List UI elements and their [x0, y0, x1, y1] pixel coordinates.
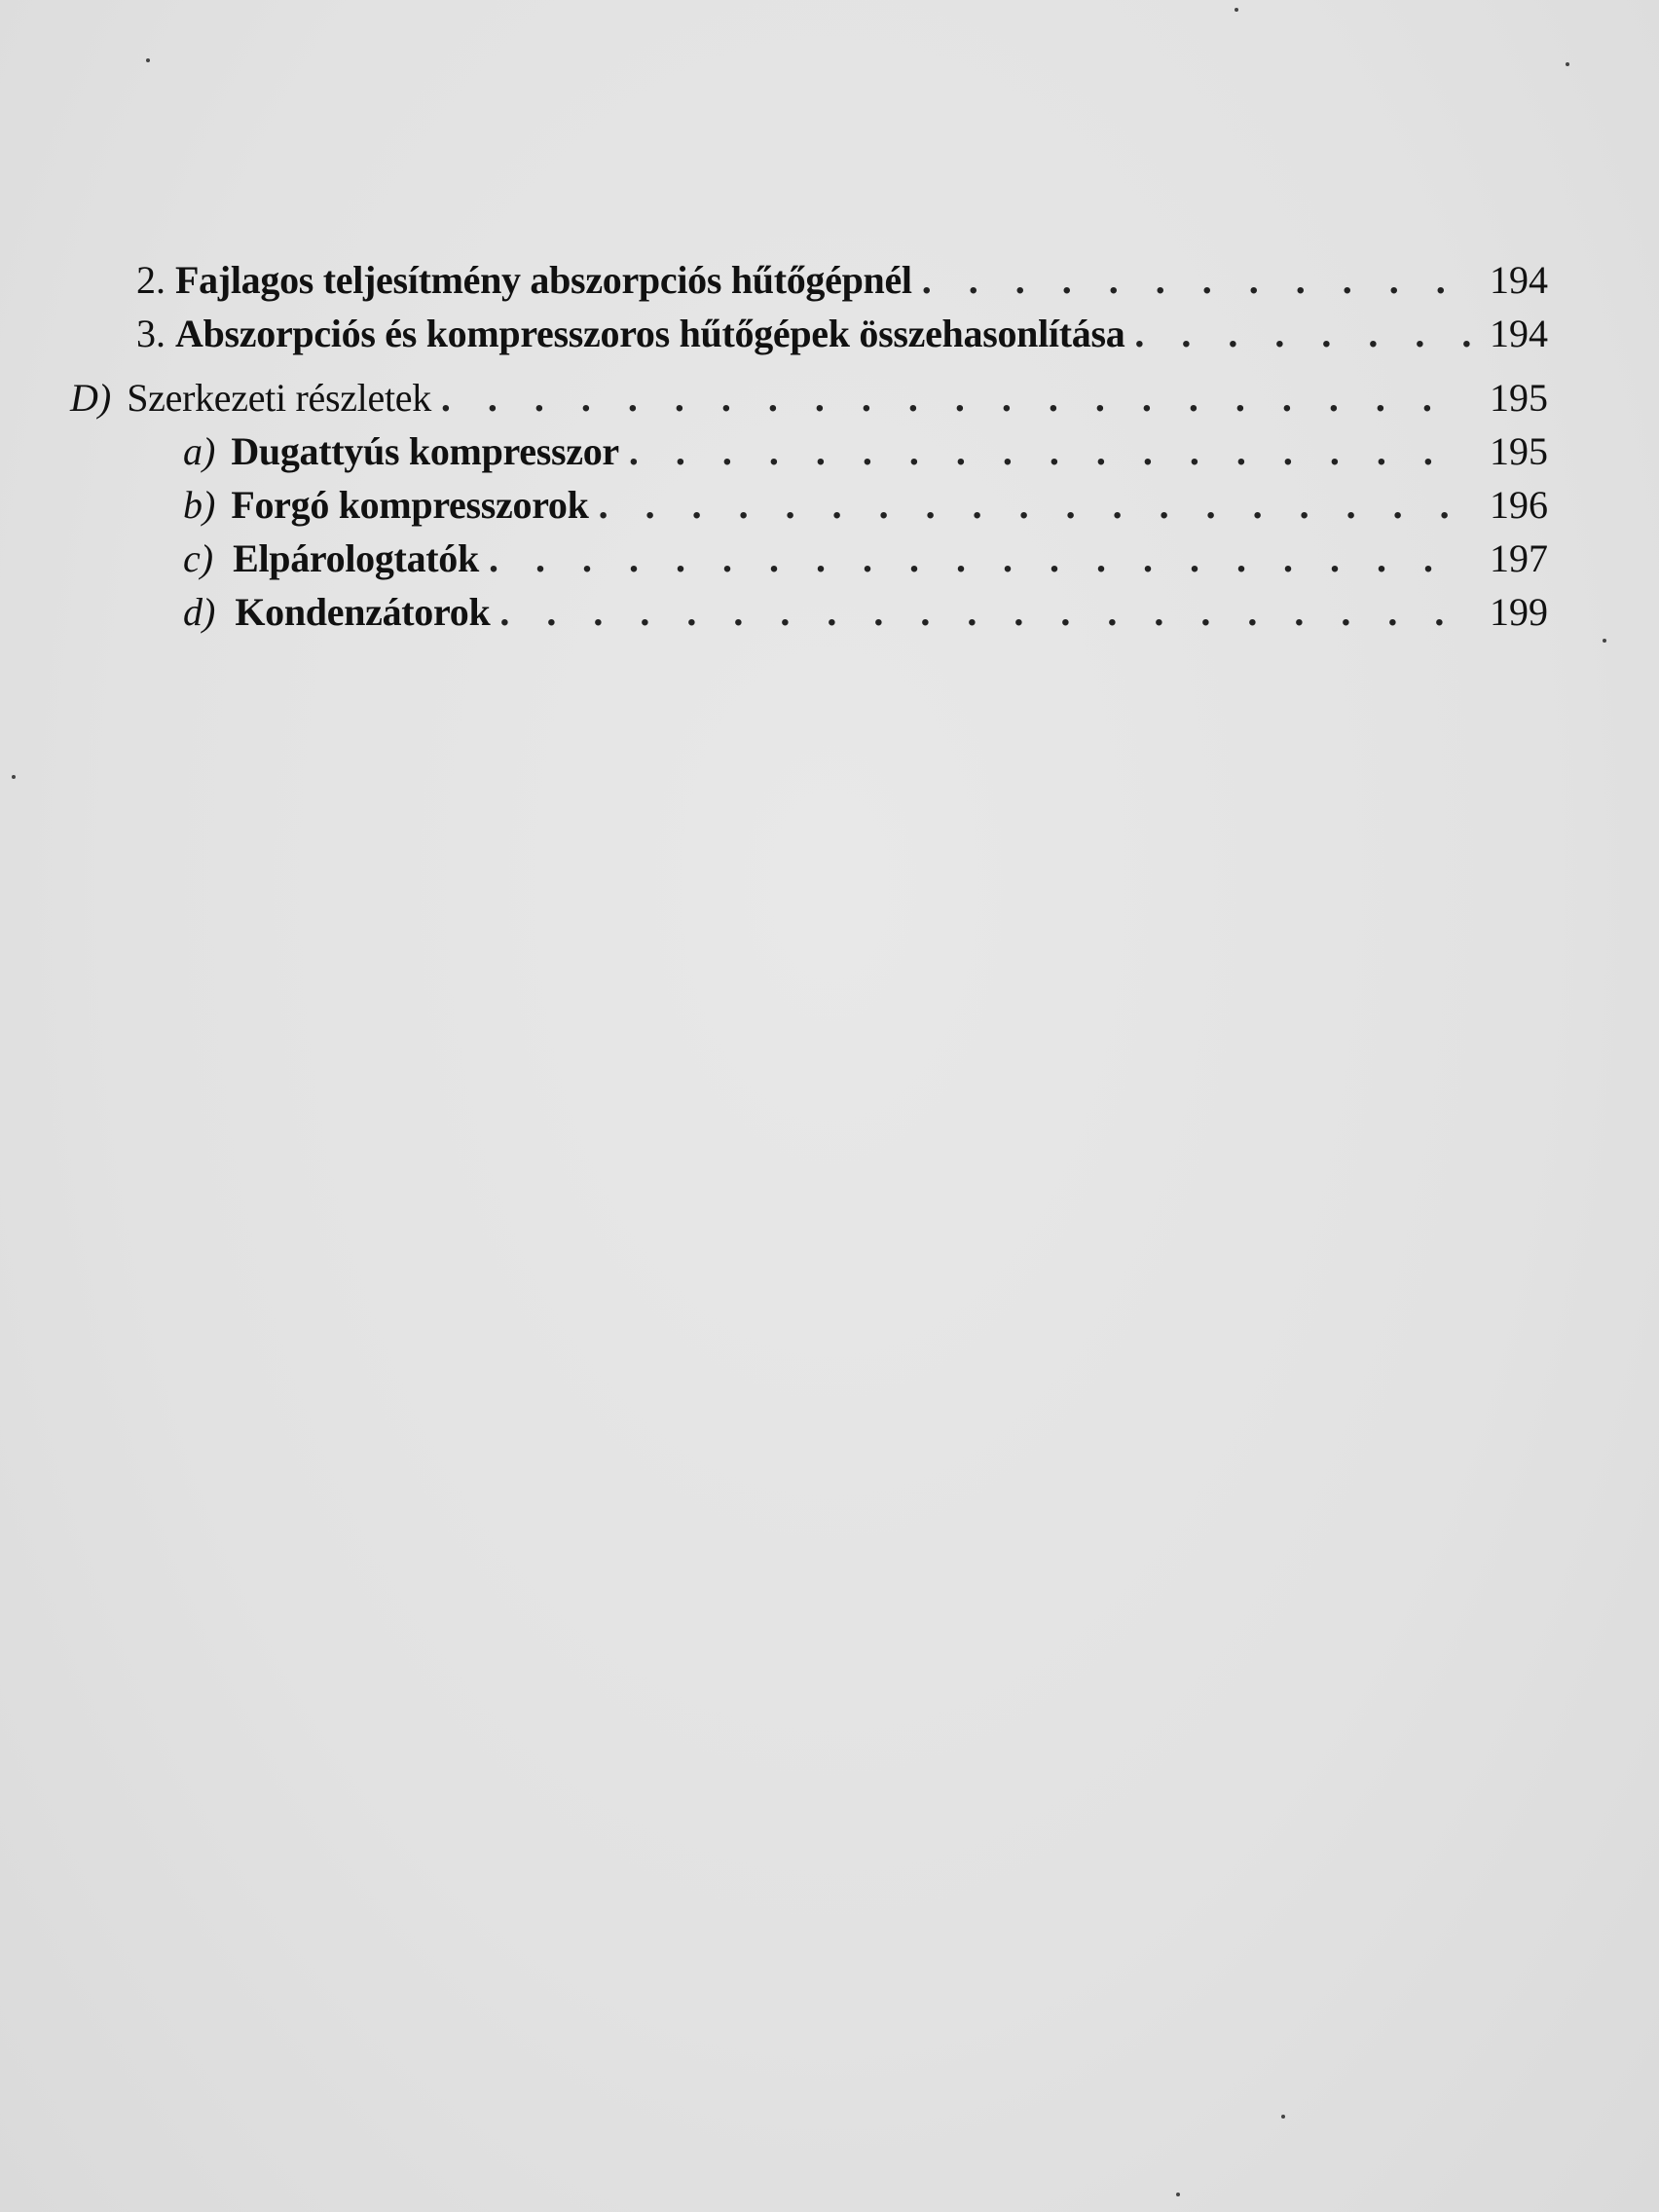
toc-entry [183, 424, 1548, 479]
toc-entry-page: 197 [1490, 536, 1548, 580]
dot-leader [1134, 307, 1470, 361]
dot-leader [441, 371, 1470, 425]
toc-entry-page: 194 [1490, 312, 1548, 355]
dot-leader [499, 585, 1470, 640]
toc-entry-title: Dugattyús kompresszor [231, 429, 619, 473]
toc-subsection-marker: b) [183, 483, 216, 527]
toc-entry [183, 478, 1548, 533]
toc-subsection-marker: c) [183, 536, 214, 580]
toc-entry [136, 253, 1548, 308]
toc-entry-title: Szerkezeti részletek [127, 376, 431, 420]
toc-entry-number: 3. [136, 312, 166, 355]
toc-entry-title: Elpárologtatók [233, 536, 479, 580]
toc-entry-number: 2. [136, 258, 166, 302]
dust-speck [1566, 62, 1569, 66]
toc-entry [183, 585, 1548, 640]
toc-subsection-marker: d) [183, 590, 216, 634]
toc-entry-page: 195 [1490, 429, 1548, 473]
dust-speck [12, 775, 16, 779]
dot-leader [922, 253, 1470, 308]
dust-speck [1281, 2115, 1285, 2119]
toc-entry-page: 196 [1490, 483, 1548, 527]
toc-entry-page: 195 [1490, 376, 1548, 420]
toc-entry [183, 532, 1548, 586]
dot-leader [599, 478, 1470, 533]
dot-leader [629, 424, 1470, 479]
toc-entry [136, 307, 1548, 361]
toc-entry-title: Forgó kompresszorok [231, 483, 589, 527]
dot-leader [489, 532, 1470, 586]
dust-speck [146, 58, 150, 62]
dust-speck [1235, 8, 1238, 12]
dust-speck [1603, 639, 1606, 643]
toc-entry-title: Fajlagos teljesítmény abszorpciós hűtőgépnél [175, 258, 912, 302]
toc-section-marker: D) [70, 376, 112, 420]
toc-entry-page: 199 [1490, 590, 1548, 634]
toc-entry-page: 194 [1490, 258, 1548, 302]
dust-speck [1176, 2193, 1180, 2196]
toc-entry-title: Kondenzátorok [235, 590, 491, 634]
toc-subsection-marker: a) [183, 429, 216, 473]
toc-entry-title: Abszorpciós és kompresszoros hűtőgépek összehasonlítása [175, 312, 1125, 355]
toc-entry [70, 371, 1548, 425]
